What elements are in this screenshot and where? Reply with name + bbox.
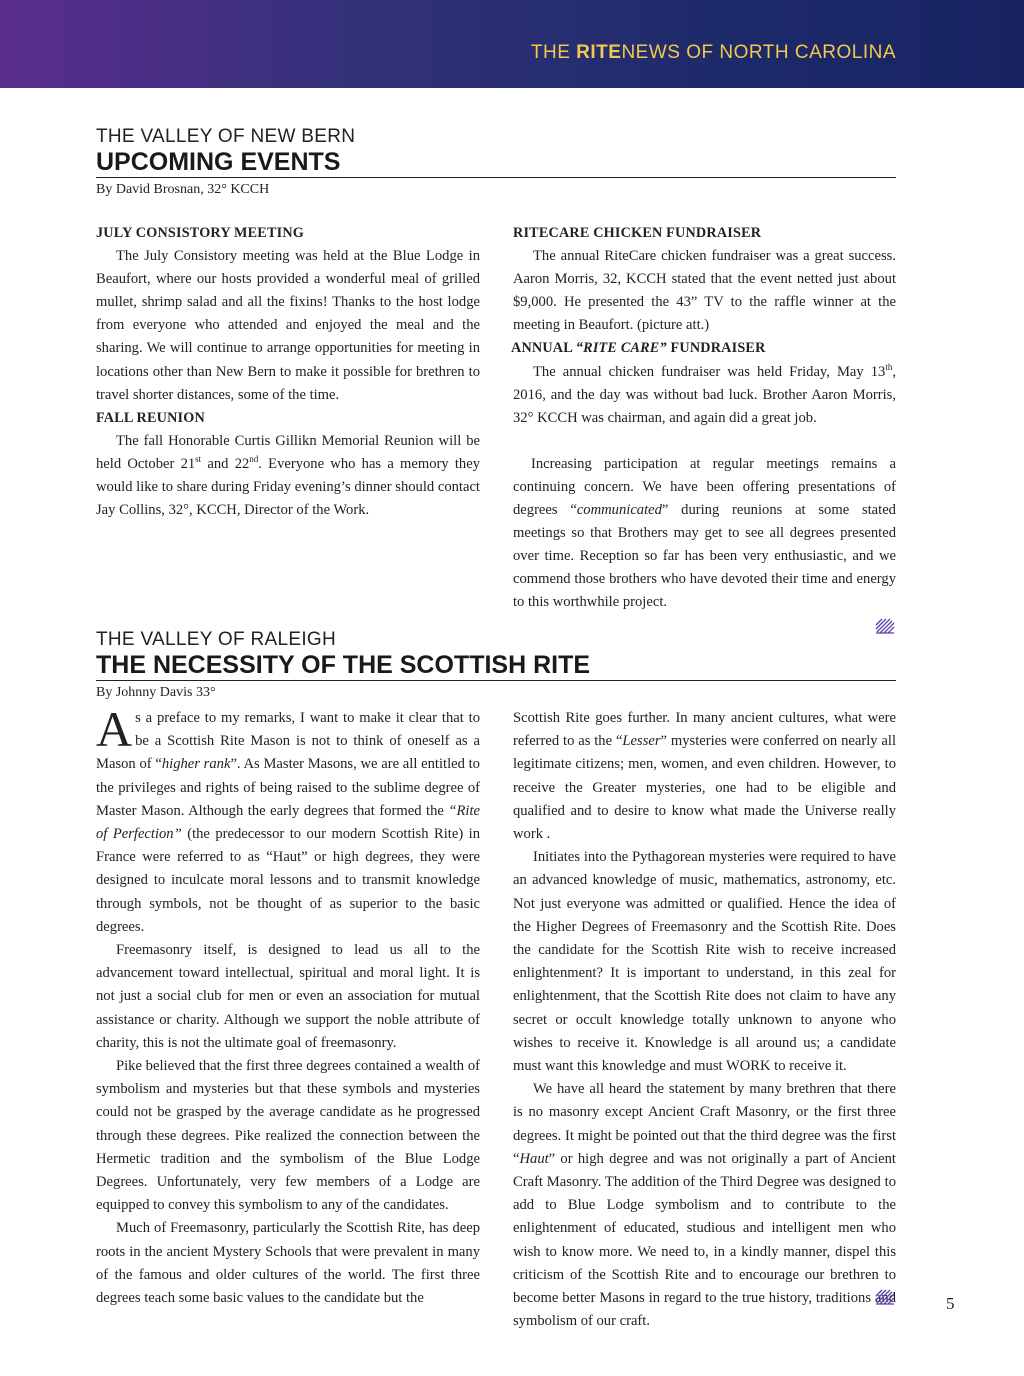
section-raleigh-header [96, 629, 896, 702]
paragraph: The annual chicken fundraiser was held Friday, May 13th, 2016, and the day was without bad luck. Brother Aaron Morris, 32° KCCH was chairman, and again did a great job. [513, 361, 896, 426]
section1-left-column [96, 222, 480, 522]
publication-title [531, 42, 896, 64]
section-new-bern-header [96, 126, 896, 199]
paragraph: The July Consistory meeting was held at the Blue Lodge in Beaufort, where our hosts provided a wonderful meal of grilled mullet, shrimp salad and all the fixins! Thanks to the host lodge from everyone who attended and enjoyed the meal and the sharing. We will continue to arrange opportunities for meeting in locations other than New Bern to make it possible for brethren to travel shorter distances, some of the time. [96, 248, 480, 403]
paragraph: Freemasonry itself, is designed to lead us all to the advancement toward intellectual, spiritual and moral light. It is not just a social club for men or even an association for mutual assistance or charity. Although we support the noble attribute of charity, this is not the ultimate goal of freemasonry. [96, 942, 480, 1051]
subhead-july-consistory: JULY CONSISTORY MEETING [96, 225, 305, 241]
section-kicker: THE VALLEY OF NEW BERN [96, 126, 356, 147]
paragraph: Much of Freemasonry, particularly the Scottish Rite, has deep roots in the ancient Mystery Schools that were prevalent in many of the famous and older cultures of the world. The first three degrees teach some basic values to the candidate but the [96, 1220, 480, 1307]
drop-cap: A [96, 701, 133, 757]
subhead-annual-rite-care: ANNUAL “RITE CARE” FUNDRAISER [511, 340, 766, 357]
paragraph: Initiates into the Pythagorean mysteries were required to have an advanced knowledge of music, mathematics, astronomy, etc. Not just everyone was admitted or qualified. Hence the idea of the Higher Degrees of Freemasonry and the Scottish Rite. Does the candidate for the Scottish Rite wish to receive increased enlightenment? It is important to understand, in this zeal for enlightenment, that the Scottish Rite does not claim to have any secret or occult knowledge totally unknown to anyone who wishes to receive it. Knowledge is all around us; a candidate must want this knowledge and must WORK to receive it. [513, 849, 896, 1075]
paragraph: The annual RiteCare chicken fundraiser was a great success. Aaron Morris, 32, KCCH stated that the event netted just about $9,000. He presented the 43” TV to the raffle winner at the meeting in Beaufort. (picture att.) [513, 248, 896, 334]
section-headline: UPCOMING EVENTS [96, 148, 896, 178]
section1-right-column [513, 222, 896, 615]
section-headline: THE NECESSITY OF THE SCOTTISH RITE [96, 651, 896, 681]
section2-left-column [96, 701, 481, 1310]
section-kicker: THE VALLEY OF RALEIGH [96, 629, 337, 650]
title-prefix: THE [530, 42, 577, 63]
masthead-banner [0, 0, 1024, 88]
hatched-end-mark-icon [874, 1288, 896, 1306]
byline: By Johnny Davis 33° [96, 685, 216, 700]
section2-right-column [513, 707, 896, 1333]
title-suffix: NEWS OF NORTH CAROLINA [621, 42, 896, 63]
paragraph: As a preface to my remarks, I want to make it clear that to be a Scottish Rite Mason is not to think of oneself as a Mason of “higher rank”. As Master Masons, we are all entitled to the privileges and rights of being raised to the sublime degree of Master Mason. Although the early degrees that formed the “Rite of Perfection” (the predecessor to our modern Scottish Rite) in France were referred to as “Haut” or high degrees, they were designed to inculcate moral lessons and to transmit knowledge through symbols, not be thought of as superior to the basic degrees. [96, 701, 481, 935]
page-number: 5 [946, 1294, 955, 1313]
paragraph: Pike believed that the first three degrees contained a wealth of symbolism and mysteries but that these symbols and mysteries could not be grasped by the average candidate as he progressed through these degrees. Pike realized the connection between the Hermetic tradition and the symbolism of the Blue Lodge Degrees. Unfortunately, very few members of a Lodge are equipped to convey this symbolism to any of the candidates. [96, 1058, 480, 1214]
paragraph: We have all heard the statement by many brethren that there is no masonry except Ancient Craft Masonry, or the first three degrees. It might be pointed out that the third degree was the first “Haut” or high degree and was not originally a part of Ancient Craft Masonry. The addition of the Third Degree was designed to add to Blue Lodge symbolism and to contribute to the enlightenment of educated, studious and intelligent men who wish to know more. We need to, in a kindly manner, dispel this criticism of the Scottish Rite and to encourage our brethren to become better Masons in regard to the true history, traditions and symbolism of our craft. [513, 1081, 896, 1330]
byline: By David Brosnan, 32° KCCH [96, 182, 270, 197]
title-rite: RITE [576, 42, 622, 63]
subhead-ritecare-fundraiser: RITECARE CHICKEN FUNDRAISER [513, 225, 762, 241]
paragraph: Scottish Rite goes further. In many ancient cultures, what were referred to as the “Lesser” mysteries were conferred on nearly all legitimate citizens; men, women, and even children. However, to receive the Greater mysteries, one had to be eligible and qualified and to desire to know what made the Universe really work . [513, 710, 896, 843]
subhead-fall-reunion: FALL REUNION [96, 409, 205, 426]
paragraph: Increasing participation at regular meetings remains a continuing concern. We have been offering presentations of degrees “communicated” during reunions at some stated meetings so that Brothers may get to see all degrees presented over time. Reception so far has been very enthusiastic, and we commend those brothers who have devoted their time and energy to this worthwhile project. [513, 455, 896, 611]
paragraph: The fall Honorable Curtis Gillikn Memorial Reunion will be held October 21st and 22nd. Everyone who has a memory they would like to share during Friday evening’s dinner should contact Jay Collins, 32°, KCCH, Director of the Work. [96, 432, 480, 519]
